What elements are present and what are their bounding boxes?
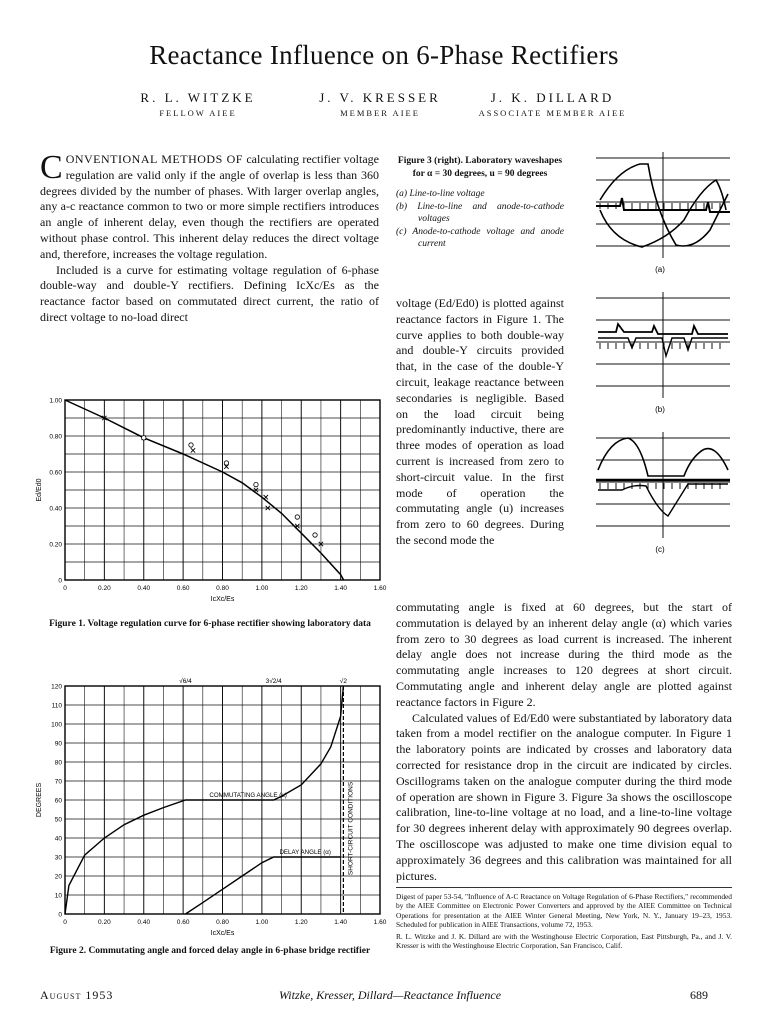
y-tick-label: 0.40 [49, 505, 62, 513]
data-point-circle [313, 533, 317, 537]
intro-paragraph-1 [40, 149, 379, 263]
figure2-caption: Figure 2. Commutating angle and forced delay angle in 6-phase bridge rectifier [49, 946, 371, 956]
right-narrow-text: voltage (Ed/Ed0) is plotted against reactance factors in Figure 1. The curve applies to both double-way and double-Y circuits provided that, in the case of the double-Y circuit, leakage reactance between secondaries is negligible. Based on the load circuit being predominantly inductive, there are three modes of operation as load current is increased from zero to short-circuit value. In the first mode of operation the commutating angle (u) increases from zero to 60 degrees. During the second mode the [396, 296, 564, 547]
figure1-plot [36, 398, 387, 604]
y-tick-label: 0.20 [49, 541, 62, 549]
y-tick-label: 0 [58, 911, 62, 919]
x-tick-label: 1.00 [255, 919, 269, 926]
drop-cap: C [40, 149, 63, 186]
data-point-circle [142, 436, 146, 440]
author-rank: MEMBER AIEE [340, 108, 420, 118]
x-tick-label: 1.60 [373, 585, 387, 592]
y-axis-label: Ed/Ed0 [36, 478, 43, 502]
y-tick-label: 100 [51, 721, 62, 729]
page-title: Reactance Influence on 6-Phase Rectifiers [149, 40, 619, 70]
footer-running-title: Witzke, Kresser, Dillard—Reactance Influence [278, 988, 502, 1002]
footnote-affiliation: R. L. Witzke and J. K. Dillard are with the Westinghouse Electric Corporation, East Pittsburgh, Pa., and J. V. Kresser is with the Westinghouse Electric Corporation, San Francisco, Calif. [396, 932, 732, 951]
data-point-cross [264, 495, 268, 499]
x-axis-label: IcXc/Es [210, 596, 235, 603]
right-paragraph-2: Calculated values of Ed/Ed0 were substantiated by laboratory data taken from a model rectifier on the analogue computer. In Figure 1 the laboratory points are indicated by crosses and laboratory data corrected for resistance drop in the circuit are indicated by circles. Oscillograms taken on the analogue computer during the third mode of operation are shown in Figure 3. Figure 3a shows the oscilloscope calibration, line-to-line voltage at no load, and a line-to-line voltage for 30 degrees inherent delay with approximately 90 degrees overlap. The oscilloscope was adjusted to make one time division equal to approximately 36 degrees and this calibration was maintained for all pictures. [396, 710, 732, 883]
x-axis-label: IcXc/Es [210, 930, 235, 937]
x-tick-label: 1.00 [255, 585, 269, 592]
x-tick-label: 0 [63, 919, 67, 926]
figure3-item-a: (a) Line-to-line voltage [396, 189, 485, 199]
figure1-caption: Figure 1. Voltage regulation curve for 6-phase rectifier showing laboratory data [49, 619, 371, 629]
author-1 [118, 90, 278, 118]
x-tick-label: 1.40 [334, 585, 347, 592]
y-axis-label: DEGREES [36, 782, 43, 818]
top-label: 3√2/4 [265, 678, 282, 685]
figure2-plot [36, 677, 387, 937]
y-tick-label: 30 [54, 854, 62, 862]
data-point-circle [224, 461, 228, 465]
x-tick-label: 1.60 [373, 919, 387, 926]
data-point-circle [189, 443, 193, 447]
y-tick-label: 70 [54, 778, 62, 786]
y-tick-label: 0.80 [49, 433, 62, 441]
author-2 [300, 90, 460, 118]
y-tick-label: 0.60 [49, 469, 62, 477]
x-tick-label: 0.40 [137, 919, 151, 926]
figure3-item-c: (c) Anode-to-cathode voltage and anode current [396, 226, 564, 249]
x-tick-label: 0.80 [216, 585, 229, 592]
intro-text [40, 149, 379, 326]
author-name: J. V. KRESSER [319, 90, 441, 105]
y-tick-label: 40 [54, 835, 62, 843]
figure3-caption-head: Figure 3 (right). Laboratory waveshapes for α = 30 degrees, u = 90 degrees [397, 156, 563, 179]
y-tick-label: 80 [54, 759, 62, 767]
short-circuit-label: SHORT-CIRCUIT CONDITIONS [347, 781, 355, 876]
author-name: J. K. DILLARD [490, 90, 615, 105]
panel-label-a: (a) [655, 265, 665, 274]
x-tick-label: 0.20 [98, 919, 111, 926]
figure3-caption [396, 155, 564, 251]
figure2-chart [10, 674, 385, 940]
figure1-chart [10, 392, 385, 614]
y-tick-label: 0 [58, 577, 62, 585]
y-tick-label: 120 [51, 683, 62, 691]
series-line-delay-angle [186, 857, 341, 914]
x-tick-label: 1.20 [294, 919, 308, 926]
author-3 [460, 90, 645, 118]
curve-label-delay: DELAY ANGLE (α) [279, 849, 331, 857]
right-paragraph-1: commutating angle is fixed at 60 degrees, but the start of commutation is delayed by an inherent delay angle (α) which varies from zero to 30 degrees as load current is increased. The inherent delay angle does not increase during the third mode as the commutating angle increases to 120 degrees at short circuit. Commutating angle and inherent delay angle are plotted against reactance factors in Figure 2. [396, 600, 732, 709]
y-tick-label: 20 [54, 873, 62, 881]
oscillogram-b [596, 292, 730, 414]
y-tick-label: 1.00 [49, 397, 62, 405]
y-tick-label: 90 [54, 740, 62, 748]
x-tick-label: 0 [63, 585, 67, 592]
x-tick-label: 1.40 [334, 919, 347, 926]
footnote-digest: Digest of paper 53-54, "Influence of A-C Reactance on Voltage Regulation of 6-Phase Rectifiers," recommended by the AIEE Committee on Electronic Power Converters and approved by the AIEE Committee on Technical Operations for presentation at the AIEE Winter General Meeting, New York, N. Y., January 19–23, 1953. Scheduled for publication in AIEE Transactions, volume 72, 1953. [396, 892, 732, 929]
x-tick-label: 0.20 [98, 585, 111, 592]
x-tick-label: 0.60 [176, 919, 190, 926]
data-point-cross [191, 448, 195, 452]
page-number: 689 [690, 988, 708, 1002]
y-tick-label: 60 [54, 797, 62, 805]
right-wide-text [396, 600, 732, 884]
x-tick-label: 0.40 [137, 585, 151, 592]
y-tick-label: 50 [54, 816, 62, 824]
panel-label-b: (b) [655, 405, 665, 414]
data-point-circle [295, 515, 299, 519]
figure3-item-b: (b) Line-to-line and anode-to-cathode voltages [396, 201, 565, 224]
x-tick-label: 1.20 [294, 585, 308, 592]
figure3-oscillograms [588, 150, 738, 560]
footnote [396, 892, 732, 951]
author-rank: FELLOW AIEE [159, 108, 237, 118]
top-label: √2 [339, 678, 347, 685]
top-label: √6/4 [179, 678, 192, 685]
panel-label-c: (c) [655, 545, 665, 554]
y-tick-label: 110 [51, 702, 62, 710]
author-name: R. L. WITZKE [140, 90, 256, 105]
intro-paragraph-2: Included is a curve for estimating voltage regulation of 6-phase double-way and double-Y rectifiers. Defining IcXc/Es as the reactance factor based on commutated direct current, the ratio of direct voltage to no-load direct [40, 262, 379, 324]
author-rank: ASSOCIATE MEMBER AIEE [478, 108, 627, 118]
x-tick-label: 0.80 [216, 919, 229, 926]
footer-date: August 1953 [40, 988, 114, 1002]
x-tick-label: 0.60 [176, 585, 190, 592]
y-tick-label: 10 [54, 892, 62, 900]
lead-caps: ONVENTIONAL METHODS OF [65, 152, 243, 166]
curve-label-commutating: COMMUTATING ANGLE (u) [209, 792, 287, 800]
intro-p1-text: calculating rectifier voltage regulation are valid only if the angle of overlap is less than 360 degrees divided by the number of phases. With larger overlap angles, any a-c reactance common to two or more simple rectifiers introduces an angle of inherent delay, even though the rectifiers are operated without phase control. This inherent delay reduces the direct voltage and, therefore, increases the voltage regulation. [40, 152, 379, 261]
oscillogram-c [596, 432, 730, 554]
oscillogram-a [596, 152, 730, 274]
data-point-circle [254, 482, 258, 486]
